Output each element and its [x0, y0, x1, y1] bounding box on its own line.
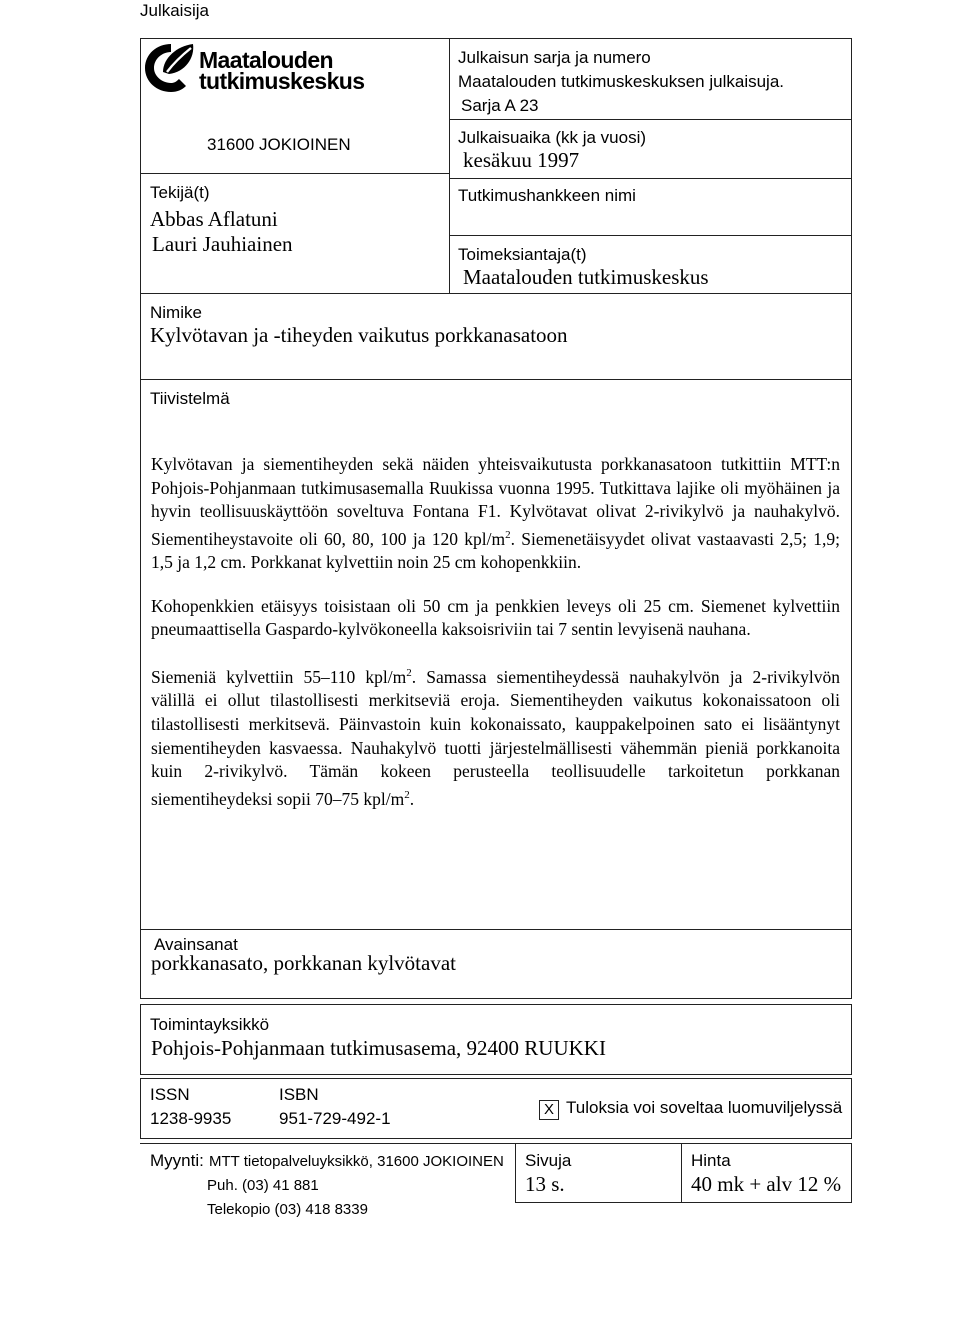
- issn-value: 1238-9935: [150, 1109, 232, 1128]
- publisher-heading: Julkaisija: [140, 1, 209, 20]
- project-label: Tutkimushankkeen nimi: [458, 186, 636, 205]
- sales-divider-line: [515, 1143, 516, 1203]
- organic-checkbox-label: Tuloksia voi soveltaa luomuviljelyssä: [566, 1098, 843, 1117]
- project-divider-line: [449, 235, 852, 236]
- issn-label: ISSN: [150, 1085, 190, 1104]
- keywords-value: porkkanasato, porkkanan kylvötavat: [151, 951, 456, 975]
- sales-label: Myynti:: [150, 1151, 204, 1170]
- commissioner-value: Maatalouden tutkimuskeskus: [463, 265, 709, 289]
- authors-label: Tekijä(t): [150, 183, 210, 202]
- isbn-label: ISBN: [279, 1085, 319, 1104]
- price-label: Hinta: [691, 1151, 731, 1170]
- logo-text-line2: tutkimuskeskus: [199, 68, 365, 94]
- publish-date-label: Julkaisuaika (kk ja vuosi): [458, 128, 647, 147]
- series-label: Julkaisun sarja ja numero: [458, 48, 651, 67]
- publication-title: Kylvötavan ja -tiheyden vaikutus porkkanasatoon: [150, 323, 568, 347]
- sales-right-line: [851, 1143, 852, 1203]
- keywords-left-line: [140, 929, 141, 999]
- sales-top-line: [140, 1143, 852, 1144]
- commissioner-label: Toimeksiantaja(t): [458, 245, 587, 264]
- title-label: Nimike: [150, 303, 202, 322]
- sales-fax: Telekopio (03) 418 8339: [207, 1201, 368, 1218]
- author-name-1: Abbas Aflatuni: [150, 207, 278, 231]
- unit-left-line: [140, 1004, 141, 1075]
- sales-org: MTT tietopalveluyksikkö, 31600 JOKIOINEN: [209, 1153, 504, 1170]
- unit-right-line: [851, 1004, 852, 1075]
- series-line2: Sarja A 23: [461, 96, 539, 115]
- unit-value: Pohjois-Pohjanmaan tutkimusasema, 92400 RUUKKI: [151, 1036, 606, 1060]
- id-right-line: [851, 1078, 852, 1139]
- abstract-body: [151, 453, 840, 811]
- abstract-paragraph-2: Kohopenkkien etäisyys toisistaan oli 50 cm ja penkkien leveys oli 25 cm. Siemenet kylvettiin pneumaattisella Gaspardo-kylvökoneella kaksoisriviin tai 7 sentin levyisenä nauhana.: [151, 595, 840, 640]
- date-divider-line: [449, 178, 852, 179]
- keywords-top-line: [140, 929, 852, 930]
- sales-phone: Puh. (03) 41 881: [207, 1177, 319, 1194]
- abstract-top-line: [140, 379, 852, 380]
- keywords-label: Avainsanat: [154, 935, 238, 954]
- price-value: 40 mk + alv 12 %: [691, 1172, 842, 1196]
- pages-value: 13 s.: [525, 1172, 565, 1196]
- abstract-paragraph-1: Kylvötavan ja siementiheyden sekä näiden yhteisvaikutusta porkkanasatoon tutkittiin MTT:n Pohjois-Pohjanmaan tutkimusasemalla Ruukissa vuonna 1995. Tutkittava lajike oli myöhäinen ja hyvin teollisuuskäyttöön soveltuva Fontana F1. Kylvötavat olivat 2-rivikylvö ja nauhakylvö. Siementiheystavoite oli 60, 80, 100 ja 120 kpl/$m^2$. Siemenetäisyydet olivat vastaavasti 2,5; 1,9; 1,5 ja 1,2 cm. Porkkanat kylvettiin noin 25 cm kohopenkkiin.: [151, 454, 841, 573]
- organic-checkbox[interactable]: X: [539, 1100, 559, 1120]
- unit-label: Toimintayksikkö: [150, 1015, 270, 1034]
- frame-right-line: [851, 38, 852, 929]
- publisher-address: 31600 JOKIOINEN: [207, 135, 351, 154]
- institute-logo: [141, 38, 365, 98]
- address-divider-line: [140, 173, 450, 174]
- keywords-right-line: [851, 929, 852, 999]
- unit-top-line: [140, 1004, 852, 1005]
- id-left-line: [140, 1078, 141, 1139]
- abstract-label: Tiivistelmä: [150, 389, 230, 408]
- series-line1: Maatalouden tutkimuskeskuksen julkaisuja.: [458, 72, 785, 91]
- sales-bottom-line: [515, 1202, 852, 1203]
- publish-date-value: kesäkuu 1997: [463, 148, 580, 172]
- pages-label: Sivuja: [525, 1151, 572, 1170]
- isbn-value: 951-729-492-1: [279, 1109, 391, 1128]
- column-divider-line: [449, 38, 450, 293]
- author-name-2: Lauri Jauhiainen: [152, 232, 293, 256]
- series-divider-line: [449, 119, 852, 120]
- id-top-line: [140, 1078, 852, 1079]
- id-bottom-line: [140, 1138, 852, 1139]
- title-top-line: [140, 293, 852, 294]
- pages-divider-line: [681, 1143, 682, 1203]
- leaf-logo-icon: [141, 38, 201, 98]
- keywords-bottom-line: [140, 998, 852, 999]
- abstract-left-line: [140, 379, 141, 930]
- logo-text-line1: Maatalouden: [199, 47, 333, 73]
- abstract-paragraph-3: Siemeniä kylvettiin 55–110 kpl/$m^2$. Samassa siementiheydessä nauhakylvön ja 2-rivikylvön välillä ei ollut tilastollisesti merkitseviä eroja. Siementiheyden vaikutus kokonaissatoon oli tilastollisesti merkitsevä. Päinvastoin kuin kokonaissato, kauppakelpoinen sato ei lisääntynyt siementiheyden kasvaessa. Nauhakylvö tuotti järjestelmällisesti vähemmän pieniä porkkanoita kuin 2-rivikylvö. Tämän kokeen perusteella teollisuudelle tarkoitetun porkkanan siementiheydeksi sopii 70–75 kpl/$m^2$.: [151, 666, 840, 809]
- unit-bottom-line: [140, 1074, 852, 1075]
